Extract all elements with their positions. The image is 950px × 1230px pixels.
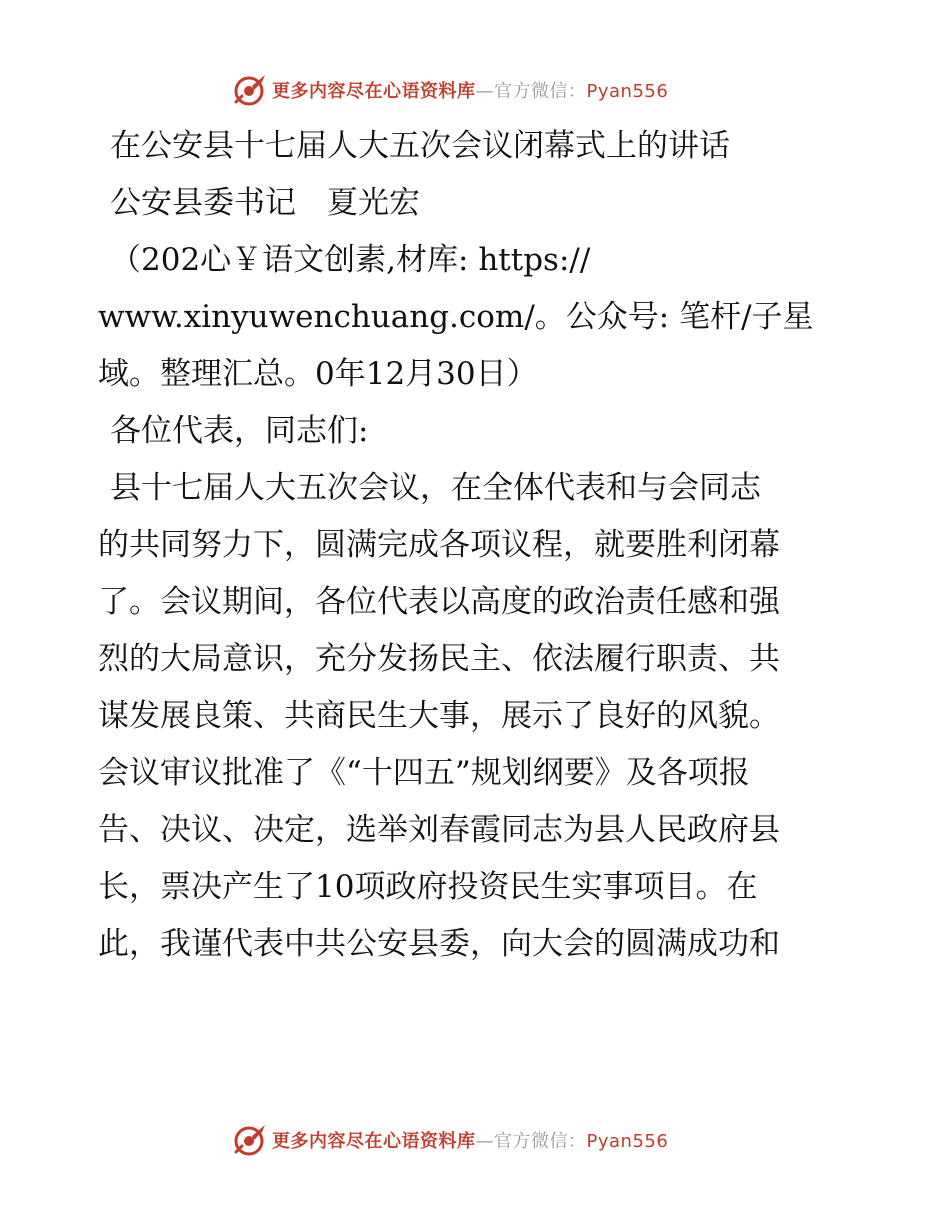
source-line-2: www.xinyuwenchuang.com/。公众号: 笔杆/子星 (98, 299, 814, 335)
source-line-3: 域。整理汇总。0年12月30日） (98, 356, 538, 392)
pen-nib-logo-icon (232, 72, 268, 108)
footer-watermark-content (232, 1122, 668, 1158)
banner-wechat-id: Pyan556 (586, 1131, 669, 1152)
banner-primary-text: 更多内容尽在心语资料库 (272, 1131, 476, 1152)
header-watermark-content (232, 72, 668, 108)
body-line-3: 了。会议期间，各位代表以高度的政治责任感和强 (98, 584, 780, 620)
banner-primary-text: 更多内容尽在心语资料库 (272, 81, 476, 102)
pen-nib-logo-icon (232, 1122, 268, 1158)
body-line-8: 长，票决产生了10项政府投资民生实事项目。在 (98, 869, 758, 905)
source-line-1: （202心￥语文创素,材库: https:// (110, 242, 591, 278)
body-line-9: 此，我谨代表中共公安县委，向大会的圆满成功和 (98, 926, 780, 962)
body-line-7: 告、决议、决定，选举刘春霞同志为县人民政府县 (98, 812, 780, 848)
body-line-5: 谋发展良策、共商民生大事，展示了良好的风貌。 (98, 698, 780, 734)
document-author: 公安县委书记 夏光宏 (110, 185, 420, 221)
banner-dash: — (475, 1131, 494, 1152)
document-title: 在公安县十七届人大五次会议闭幕式上的讲话 (110, 128, 730, 164)
footer-watermark-banner (0, 1120, 950, 1160)
body-line-1: 县十七届人大五次会议，在全体代表和与会同志 (110, 470, 761, 506)
banner-dash: — (475, 81, 494, 102)
document-body (98, 118, 858, 973)
header-watermark-banner (0, 70, 950, 110)
banner-wechat-id: Pyan556 (586, 81, 669, 102)
salutation: 各位代表，同志们: (110, 413, 369, 449)
banner-wechat-label: 官方微信： (494, 1131, 587, 1152)
body-line-6: 会议审议批准了《“十四五”规划纲要》及各项报 (98, 755, 750, 791)
banner-wechat-label: 官方微信： (494, 81, 587, 102)
body-line-4: 烈的大局意识，充分发扬民主、依法履行职责、共 (98, 641, 780, 677)
body-line-2: 的共同努力下，圆满完成各项议程，就要胜利闭幕 (98, 527, 780, 563)
